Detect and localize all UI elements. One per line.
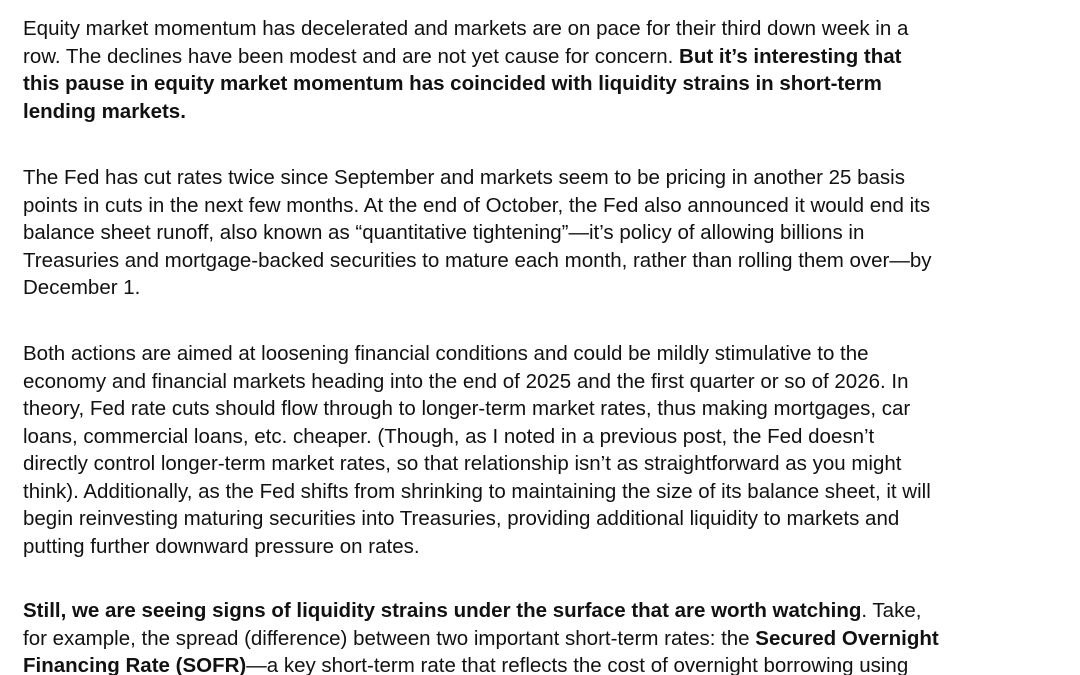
text-line	[23, 247, 1063, 275]
text-segment: economy and financial markets heading into the end of 2025 and the first quarter or so of 2026. In	[23, 369, 909, 393]
text-line	[23, 340, 1063, 368]
text-segment: The Fed has cut rates twice since September and markets seem to be pricing in another 25 basis	[23, 166, 905, 189]
text-segment: begin reinvesting maturing securities into Treasuries, providing additional liquidity to markets and	[23, 507, 900, 530]
text-line	[23, 652, 1063, 675]
text-line	[23, 505, 1063, 533]
text-segment: December 1.	[23, 276, 141, 299]
paragraph-4	[23, 597, 1063, 675]
text-segment: points in cuts in the next few months. At the end of October, the Fed also announced it would end its	[23, 193, 931, 217]
text-segment: putting further downward pressure on rates.	[23, 534, 420, 558]
bold-text-segment: Still, we are seeing signs of liquidity strains under the surface that are worth watching	[23, 599, 862, 622]
paragraph-2	[23, 164, 1063, 302]
bold-text-segment: Secured Overnight	[755, 626, 939, 650]
text-line	[23, 164, 1063, 192]
text-line	[23, 423, 1063, 451]
text-line	[23, 395, 1063, 423]
bold-text-segment: lending markets.	[23, 99, 186, 123]
text-segment: Treasuries and mortgage-backed securities to mature each month, rather than rolling them over—by	[23, 248, 932, 272]
paragraph-3	[23, 340, 1063, 560]
text-line	[23, 597, 1063, 625]
text-segment: loans, commercial loans, etc. cheaper. (Though, as I noted in a previous post, the Fed doesn’t	[23, 424, 875, 448]
text-line	[23, 192, 1063, 220]
text-line	[23, 43, 1063, 71]
text-segment: directly control longer-term market rates, so that relationship isn’t as straightforward as you might	[23, 452, 902, 475]
text-segment: think). Additionally, as the Fed shifts from shrinking to maintaining the size of its balance sheet, it will	[23, 479, 931, 503]
text-line	[23, 274, 1063, 302]
text-line	[23, 533, 1063, 561]
bold-text-segment: But it’s interesting that	[679, 44, 902, 68]
text-line	[23, 219, 1063, 247]
text-line	[23, 478, 1063, 506]
text-line	[23, 15, 1063, 43]
bold-text-segment: this pause in equity market momentum has coincided with liquidity strains in short-term	[23, 72, 882, 95]
text-line	[23, 368, 1063, 396]
bold-text-segment: Financing Rate (SOFR)	[23, 654, 247, 675]
text-line	[23, 625, 1063, 653]
paragraph-1	[23, 15, 1063, 125]
text-line	[23, 70, 1063, 98]
text-segment: for example, the spread (difference) between two important short-term rates: the	[23, 626, 756, 650]
text-segment: Both actions are aimed at loosening financial conditions and could be mildly stimulative to the	[23, 342, 869, 365]
text-segment: Equity market momentum has decelerated and markets are on pace for their third down week in a	[23, 17, 909, 40]
text-line	[23, 450, 1063, 478]
text-segment: —a key short-term rate that reflects the cost of overnight borrowing using	[246, 654, 909, 675]
text-line	[23, 98, 1063, 126]
text-segment: . Take,	[861, 599, 922, 622]
text-segment: row. The declines have been modest and are not yet cause for concern.	[23, 44, 680, 68]
text-segment: balance sheet runoff, also known as “quantitative tightening”—it’s policy of allowing billions in	[23, 221, 865, 244]
text-segment: theory, Fed rate cuts should flow through to longer-term market rates, thus making mortgages, car	[23, 397, 911, 420]
